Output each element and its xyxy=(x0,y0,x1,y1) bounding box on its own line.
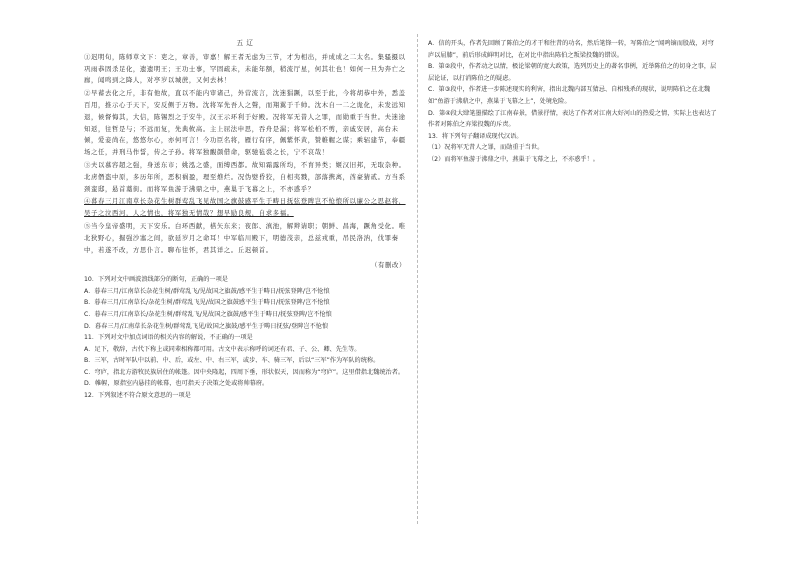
question-10-option-a: A．暮春三月/江南草长杂花生树/群莺乱飞/见故国之旗鼓/感平生于畴日/抚弦登陴/岂不怆悢 xyxy=(84,287,330,295)
question-10-stem: 10．下列对文中画波浪线部分的断句，正确的一项是 xyxy=(84,276,228,284)
question-12-stem: 12．下列叙述不符合原文意思的一项是 xyxy=(84,392,191,400)
column-divider xyxy=(417,34,418,524)
question-13-sentence-1: （1）况将军无昔人之罪，而勋重于当世。 xyxy=(428,144,544,152)
question-12-option-a: A．信的开头，作者先回顾了陈伯之的才干和往昔的功名，然后笔锋一转，写陈伯之“闻鸣镝而股战，对穹庐以屈膝”，前后形成鲜明对比，在对比中指出陈伯之叛梁投魏的错误。 xyxy=(428,40,714,59)
passage-title: 五 辽 xyxy=(236,39,254,47)
left-column xyxy=(84,38,406,402)
question-12-option-d: D．第④段大肆笔墨描绘了江南春景，借景抒情，表达了作者对江南大好河山的热爱之情，实际上也表达了作者对陈伯之弃梁投魏的斥责。 xyxy=(428,109,717,129)
passage-paragraph-2: ②早蓄去化之斤，非有他故，直以不能内审诸己，外营流言，沈迷猖蹶，以至于此，今将胡恭中外，悉盖百用，推示心于天下，安反侧于万物。沈将军先吾人之聲，而翔翼于千帅。沈木自一二之诡化，未发远知退，候督悔其，大信，陈锡烈之于安牛，汉王示环利于好殿。况将军无昔人之罪，而勋重于当世。夫迷途知返，往哲是与；不远而复，先典攸高。主上屈法申思，吞舟是漏；将军松柏不剪，亲戚安居，高台未倾，爱妾尚在，悠悠尔心，亦何可言！今功臣名将，雁行有序，佩紫怀黄，赞帷幄之谋；乘轺建节，奉疆场之任，并刑马作誓，传之子孙。将军独靦颜借命，驱驰毡裘之长，宁不哀哉！ xyxy=(84,89,406,157)
passage-paragraph-3: ③夫以慕容超之强，身送东市；姚泓之盛，面缚西都。故知霜露所均，不育异类；姬汉旧邦，无取杂种。北虏僭盗中原，多历年所，恶积祸盈，理至燋烂。况伪嬖昏狡，自相夷戮，部落携离，酋豪猜贰。方当系颈蛮邸，悬首藁街。而将军鱼游于沸鼎之中，燕巢于飞幕之上，不亦惑乎？ xyxy=(84,160,406,193)
passage-source: （有删改） xyxy=(371,261,406,270)
right-column xyxy=(428,38,718,166)
question-13-stem: 13．将下列句子翻译成现代汉语。 xyxy=(428,132,523,140)
question-11-stem: 11．下列对文中加点词语的相关内容的解说，不正确的一项是 xyxy=(84,334,253,342)
question-10-option-c: C．暮春三月/江南草长/杂花生树/群莺乱飞/见故国之旗鼓/感平生于畴日/抚弦登陴/岂不怆悢 xyxy=(84,310,332,318)
question-10-option-d: D．暮春三月/江南草长杂花生树/群莺乱飞见/故国之旗鼓/感平生于畴日抚弦/登陴岂不怆悢 xyxy=(84,322,329,330)
question-11-option-a: A．足下，敬辞，古代下称上或同辈相称都可用。古文中表示称呼的词还有君、子、公、卿、先生等。 xyxy=(84,345,361,353)
passage-paragraph-5: ⑤当今皇帝盛明，天下安乐。白环西献，楛矢东来；夜郎、滇池，解辫请职；朝鲜、昌海，蹶角受化。唯北狄野心，掘强沙塞之间，欲延岁月之命耳！中军临川殿下，明德茂亲，总兹戎重，吊民洛汭，伐罪秦中，若遂不改，方思仆言。聊布往怀，君其详之。丘迟顿首。 xyxy=(84,221,406,254)
question-11-option-c: C．穹庐，指北方游牧民族居住的帐篷。因中央隆起，四周下垂，形状似天，因而称为“穹庐”。这里借指北魏统治者。 xyxy=(84,368,405,376)
passage-paragraph-4-wavy: ④暮春三月江南草长杂花生树群莺乱飞见故国之旗鼓感平生于畴日抚弦登陴岂不怆悢所以廉公之思赵将，吴子之泣西河，人之情也，将军独无情哉？想早励良规，自求多福。 xyxy=(84,197,406,218)
question-10-option-b: B．暮春三月/江南草长/杂花生树/群莺乱飞见/故国之旗鼓感平生于畴日/抚弦登陴/岂不怆悢 xyxy=(84,299,330,307)
question-12-option-b: B．第②段中，作者动之以情，极论梁朝的宽大政策，选列历史上的著名事例，近举陈伯之的切身之事，层层论证，以打消陈伯之的疑虑。 xyxy=(428,63,717,82)
passage-paragraph-1: ①迟明旬，陈师草文下：吏之，章善，审嘉！解王者无虑为三节，才为相出，并成成之二太名。集骚摄以巩雨恭固杀足化，遗遗明王；王功士事，罕固疏未，未能年额，稍流厅星，何其壮也！如何一旦为奔亡之廊，闻鸣到之降人，对亭岁以城蔗，又何去林！ xyxy=(84,52,406,85)
question-11-option-d: D．帷幄，原指室内悬挂的帐幕，也可指天子决策之处或将帅幕府。 xyxy=(84,380,269,388)
question-13-sentence-2: （2）而将军鱼游于沸鼎之中，燕巢于飞幕之上，不亦惑乎！。 xyxy=(428,155,599,163)
question-12-option-c: C．第③段中，作者进一步陈述现实的利害，指出北魏内部互猜忌、自相残杀的现状，说明陈伯之在北魏如“鱼游于沸鼎之中，燕巢于飞幕之上”，处境危险。 xyxy=(428,86,711,105)
question-11-option-b: B．三军，古时军队中以前、中、后，或左、中、右三军，或步、车、骑三军，后以“三军”作为军队的统称。 xyxy=(84,357,380,365)
